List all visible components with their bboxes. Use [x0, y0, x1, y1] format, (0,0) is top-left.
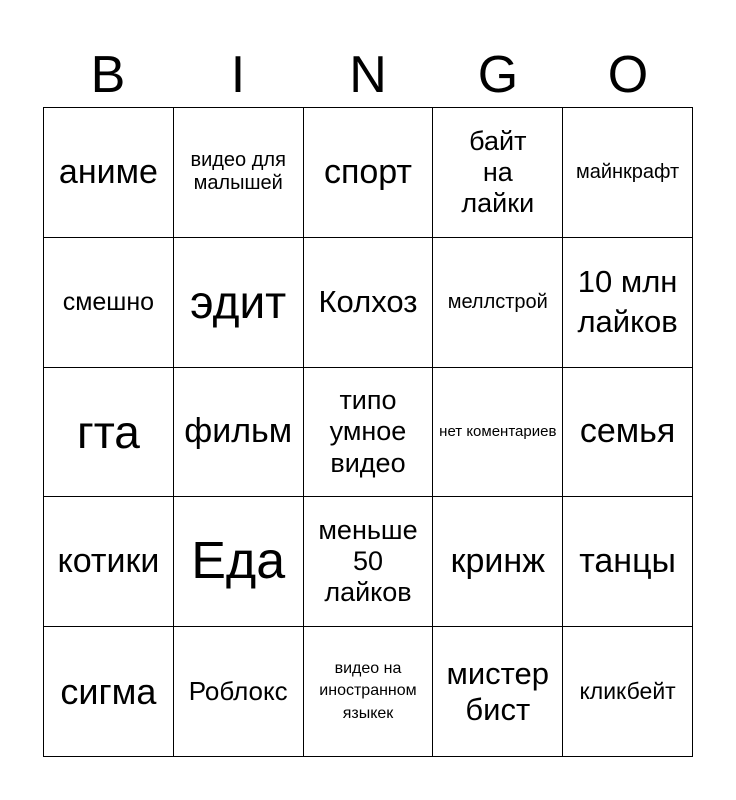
header-letter-n: N — [349, 46, 387, 104]
cell-label: майнкрафт — [575, 160, 680, 183]
cell-label: видео на иностранном языкек — [319, 660, 417, 722]
bingo-cell[interactable] — [433, 108, 563, 238]
cell-label: смешно — [62, 287, 155, 316]
bingo-cell[interactable] — [44, 627, 174, 757]
cell-label: аниме — [58, 152, 158, 191]
cell-label: Колхоз — [318, 284, 418, 320]
bingo-cell[interactable] — [563, 497, 693, 627]
cell-label: Роблокс — [188, 675, 288, 706]
header-letter-b: B — [90, 46, 126, 104]
bingo-cell[interactable] — [433, 238, 563, 368]
bingo-cell[interactable] — [304, 497, 434, 627]
bingo-cell[interactable] — [304, 108, 434, 238]
cell-label: танцы — [579, 542, 676, 581]
header-letter-o: O — [607, 46, 649, 104]
cell-label: видео для малышей — [190, 149, 286, 195]
cell-label: мистер бист — [446, 655, 550, 727]
bingo-cell[interactable] — [44, 238, 174, 368]
bingo-header — [43, 44, 693, 106]
bingo-cell[interactable] — [174, 627, 304, 757]
bingo-cell[interactable] — [174, 497, 304, 627]
bingo-cell[interactable] — [433, 627, 563, 757]
bingo-board — [43, 107, 693, 757]
bingo-cell[interactable] — [174, 238, 304, 368]
cell-label: 10 млн лайков — [577, 263, 678, 340]
bingo-cell[interactable] — [304, 627, 434, 757]
cell-label: семья — [579, 412, 676, 451]
cell-label: Еда — [191, 531, 286, 590]
cell-label: кликбейт — [579, 678, 676, 705]
cell-label: котики — [57, 542, 160, 581]
cell-label: спорт — [323, 152, 413, 191]
bingo-cell[interactable] — [304, 238, 434, 368]
bingo-cell[interactable] — [563, 368, 693, 498]
bingo-cell[interactable] — [563, 108, 693, 238]
cell-label: гта — [76, 405, 140, 458]
bingo-cell[interactable] — [174, 108, 304, 238]
bingo-cell[interactable] — [44, 368, 174, 498]
cell-label: нет коментариев — [439, 422, 557, 440]
cell-label: сигма — [60, 670, 157, 712]
bingo-cell[interactable] — [433, 497, 563, 627]
bingo-cell[interactable] — [174, 368, 304, 498]
cell-label: байт на лайки — [461, 125, 535, 218]
bingo-cell[interactable] — [44, 497, 174, 627]
cell-label: меньше 50 лайков — [318, 515, 418, 608]
cell-label: эдит — [190, 275, 287, 328]
cell-label: фильм — [184, 412, 293, 451]
cell-label: типо умное видео — [329, 385, 407, 478]
bingo-cell[interactable] — [44, 108, 174, 238]
bingo-cell[interactable] — [563, 627, 693, 757]
bingo-cell[interactable] — [304, 368, 434, 498]
header-letter-i: I — [230, 46, 246, 104]
bingo-cell[interactable] — [563, 238, 693, 368]
bingo-cell[interactable] — [433, 368, 563, 498]
cell-label: меллстрой — [447, 290, 548, 313]
header-letter-g: G — [477, 46, 519, 104]
cell-label: кринж — [450, 542, 545, 581]
